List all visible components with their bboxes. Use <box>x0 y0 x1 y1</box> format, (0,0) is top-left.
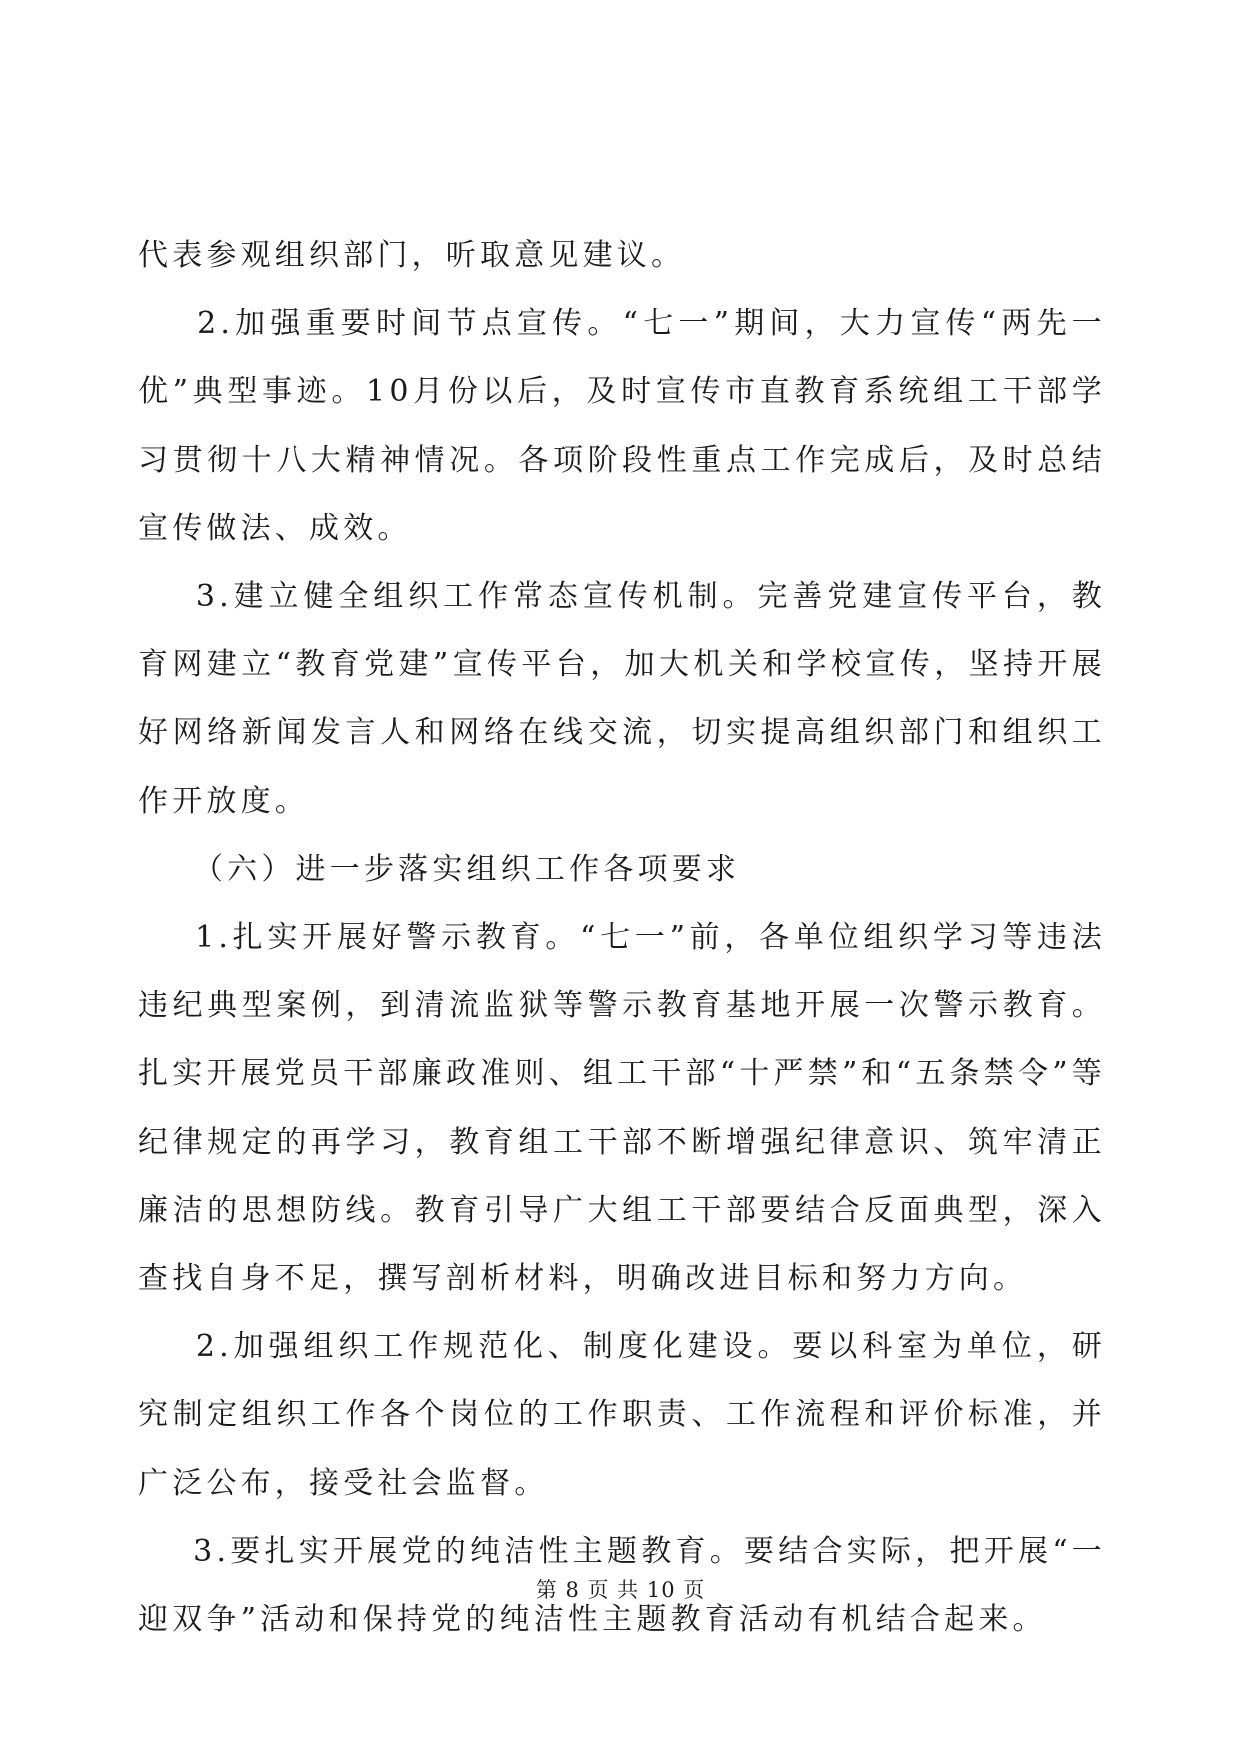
section-heading-six: （六）进一步落实组织工作各项要求 <box>138 851 741 887</box>
paragraph-item-2-standardization: 2.加强组织工作规范化、制度化建设。要以科室为单位，研究制定组织工作各个岗位的工作职责、工作流程和评价标准，并广泛公布，接受社会监督。 <box>138 1329 1106 1501</box>
paragraph-item-3-publicity-mechanism: 3.建立健全组织工作常态宣传机制。完善党建宣传平台，教育网建立“教育党建”宣传平台，加大机关和学校宣传，坚持开展好网络新闻发言人和网络在线交流，切实提高组织部门和组织工作开放度。 <box>138 579 1106 819</box>
paragraph-continuation: 代表参观组织部门，听取意见建议。 <box>138 238 686 273</box>
paragraph-item-2-key-dates-publicity: 2.加强重要时间节点宣传。“七一”期间，大力宣传“两先一优”典型事迹。10月份以后，及时宣传市直教育系统组工干部学习贯彻十八大精神情况。各项阶段性重点工作完成后，及时总结宣传做法、成效。 <box>138 306 1106 546</box>
page-number-footer: 第 8 页 共 10 页 <box>535 1578 706 1602</box>
document-body <box>138 222 1106 1654</box>
paragraph-item-1-warning-education: 1.扎实开展好警示教育。“七一”前，各单位组织学习等违法违纪典型案例，到清流监狱等警示教育基地开展一次警示教育。扎实开展党员干部廉政准则、组工干部“十严禁”和“五条禁令”等纪律规定的再学习，教育组工干部不断增强纪律意识、筑牢清正廉洁的思想防线。教育引导广大组工干部要结合反面典型，深入查找自身不足，撰写剖析材料，明确改进目标和努力方向。 <box>138 920 1106 1297</box>
paragraph-item-3-purity-education: 3.要扎实开展党的纯洁性主题教育。要结合实际，把开展“一迎双争”活动和保持党的纯洁性主题教育活动有机结合起来。 <box>138 1533 1107 1638</box>
